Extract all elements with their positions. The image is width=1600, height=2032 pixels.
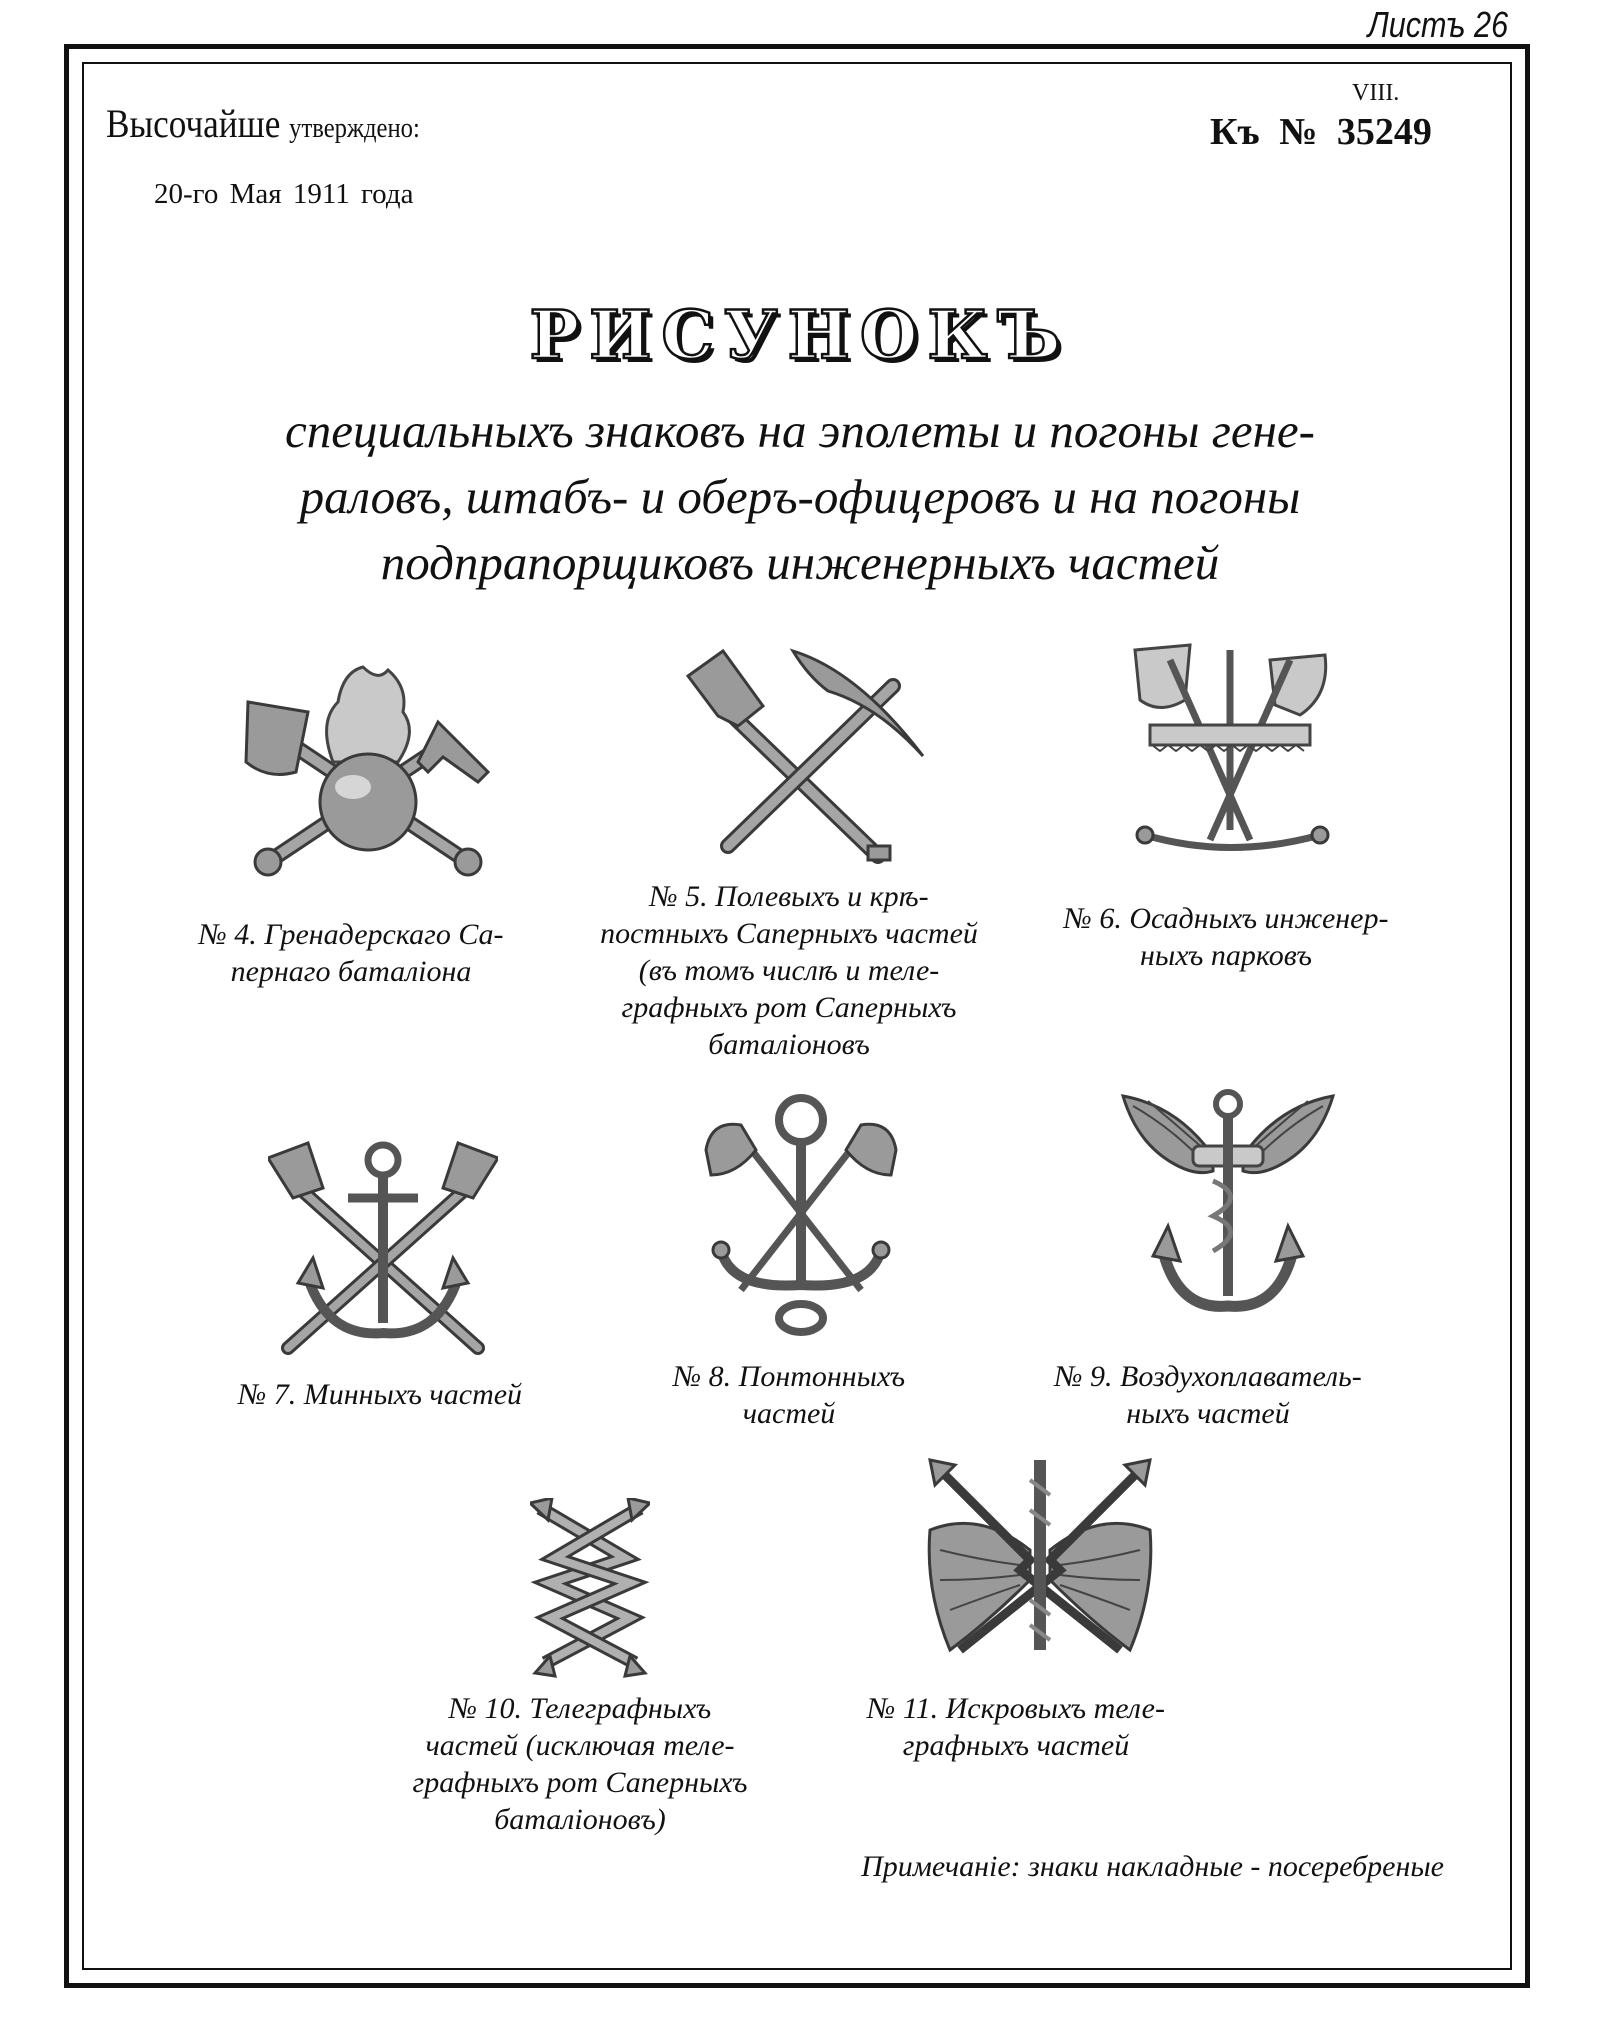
badge-caption-10: № 10. Телеграфныхъ частей (исключая теле- графныхъ рот Саперныхъ баталіоновъ) bbox=[412, 1692, 748, 1836]
crossed-shovel-pickaxe-icon bbox=[678, 646, 938, 866]
subtitle-line: подпрапорщиковъ инженерныхъ частей bbox=[380, 535, 1220, 590]
anchor-oars-icon bbox=[268, 1138, 498, 1358]
sheet-label: Листъ 26 bbox=[1367, 4, 1508, 45]
page-title bbox=[0, 296, 1600, 374]
badge-caption-4: № 4. Гренадерскаго Са- пернаго баталіона bbox=[198, 918, 504, 988]
approved-word-1: Высочайше bbox=[106, 101, 281, 146]
law-number: Къ № 35249 bbox=[1210, 111, 1432, 153]
badge-caption-8: № 8. Понтонныхъ частей bbox=[672, 1360, 906, 1430]
badge-caption-9: № 9. Воздухоплаватель- ныхъ частей bbox=[1054, 1360, 1362, 1430]
badge-caption-7: № 7. Минныхъ частей bbox=[237, 1378, 523, 1411]
winged-anchor-icon bbox=[1118, 1086, 1338, 1326]
siege-tools-icon bbox=[1130, 640, 1330, 870]
badge-caption-6: № 6. Осадныхъ инженер- ныхъ парковъ bbox=[1063, 902, 1389, 972]
approved-word-2: утверждено: bbox=[289, 113, 420, 144]
roman-numeral: VIII. bbox=[1352, 80, 1400, 106]
grenade-shovel-pickaxe-icon bbox=[238, 662, 498, 882]
winged-lightning-icon bbox=[920, 1450, 1160, 1660]
subtitle-line: раловъ, штабъ- и оберъ-офицеровъ и на погоны bbox=[299, 469, 1301, 524]
title-text: РИСУНОКЪ bbox=[529, 296, 1071, 374]
approval-line bbox=[106, 100, 420, 147]
badge-caption-5: № 5. Полевыхъ и крѣ- постныхъ Саперныхъ частей (въ томъ числѣ и теле- графныхъ рот Саперныхъ баталіоновъ bbox=[600, 880, 978, 1061]
subtitle bbox=[180, 398, 1420, 596]
footnote: Примечаніе: знаки накладные - посеребреные bbox=[861, 1850, 1444, 1883]
anchor-axes-icon bbox=[696, 1090, 906, 1340]
crossed-lightning-icon bbox=[530, 1498, 650, 1678]
approval-date: 20-го Мая 1911 года bbox=[154, 178, 414, 210]
subtitle-line: специальныхъ знаковъ на эполеты и погоны гене- bbox=[285, 403, 1315, 458]
badge-caption-11: № 11. Искровыхъ теле- графныхъ частей bbox=[867, 1692, 1165, 1762]
